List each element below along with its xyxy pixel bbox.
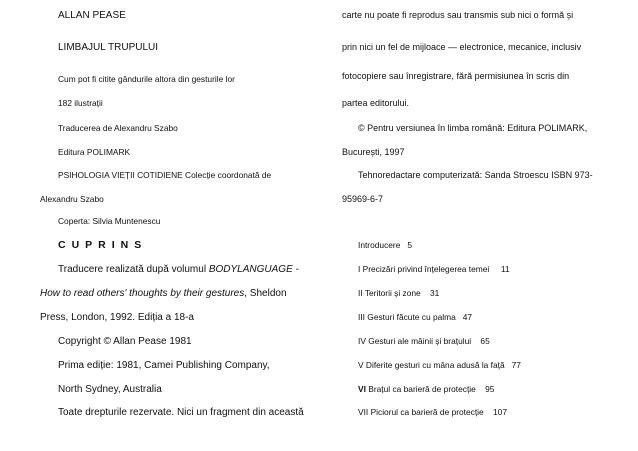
toc-item	[358, 265, 510, 273]
toc-page: 95	[485, 384, 495, 394]
toc-label: III Gesturi făcute cu palma	[358, 312, 456, 322]
translation-source-3: Press, London, 1992. Ediția a 18-a	[40, 312, 194, 323]
toc-item	[358, 408, 507, 416]
book-title: LIMBAJUL TRUPULUI	[58, 42, 159, 53]
romanian-copyright-year: București, 1997	[342, 147, 405, 157]
cover-credit: Coperta: Silvia Muntenescu	[58, 216, 161, 226]
toc-label: II Teritorii și zone	[358, 288, 421, 298]
first-edition: Prima ediție: 1981, Camei Publishing Company,	[58, 360, 270, 371]
toc-label: Brațul ca barieră de protecție	[365, 384, 476, 394]
romanian-copyright: © Pentru versiunea în limba română: Editura POLIMARK,	[358, 123, 588, 133]
translation-credit: Traducerea de Alexandru Szabo	[58, 123, 178, 133]
illustrations: 182 ilustrații	[58, 98, 103, 108]
publisher-name: , Sheldon	[244, 288, 287, 299]
rights-line-2: carte nu poate fi reprodus sau transmis sub nici o formă și	[342, 10, 574, 20]
toc-page: 77	[511, 360, 521, 370]
toc-label: I Precizări privind înțelegerea temei	[358, 264, 490, 274]
location: North Sydney, Australia	[58, 384, 162, 395]
toc-item	[358, 241, 412, 249]
translation-source-1	[58, 265, 299, 275]
translation-source-2	[40, 289, 287, 299]
rights-line-5: partea editorului.	[342, 98, 410, 108]
series-line-1: PSIHOLOGIA VIEȚII COTIDIENE Colecție coordonată de	[58, 170, 272, 180]
publisher: Editura POLIMARK	[58, 147, 131, 157]
series-line-2: Alexandru Szabo	[40, 194, 104, 204]
toc-page: 5	[407, 240, 413, 250]
toc-label: Introducere	[358, 240, 401, 250]
toc-page: 107	[493, 407, 507, 417]
toc-page: 11	[500, 264, 510, 274]
toc-item	[358, 361, 521, 369]
copyright: Copyright © Allan Pease 1981	[58, 336, 192, 347]
subtitle: Cum pot fi citite gândurile altora din gesturile lor	[58, 74, 235, 84]
toc-item	[358, 289, 439, 297]
toc-label: VII Piciorul ca barieră de protecție	[358, 407, 484, 417]
isbn-rest: 95969-6-7	[342, 194, 384, 204]
rights-line-1: Toate drepturile rezervate. Nici un fragment din această	[58, 407, 304, 418]
toc-page: 47	[462, 312, 473, 322]
translation-source-text: Traducere realizată după volumul	[58, 264, 209, 275]
toc-label: V Diferite gesturi cu mâna adusă la față	[358, 360, 505, 370]
rights-line-4: fotocopiere sau înregistrare, fără permisiunea în scris din	[342, 71, 570, 81]
typesetting-credit: Tehnoredactare computerizată: Sanda Stroescu ISBN 973-	[358, 170, 593, 180]
contents-heading: CUPRINS	[58, 239, 148, 251]
toc-item	[358, 313, 472, 321]
toc-page: 65	[480, 336, 490, 346]
toc-item	[358, 337, 490, 345]
toc-item	[358, 385, 494, 393]
toc-roman-numeral: VI	[358, 384, 366, 394]
original-title-part-1: BODYLANGUAGE -	[208, 264, 299, 275]
author: ALLAN PEASE	[58, 10, 126, 21]
toc-page: 31	[430, 288, 440, 298]
toc-label: IV Gesturi ale mâinii și brațului	[358, 336, 472, 346]
rights-line-3: prin nici un fel de mijloace — electronice, mecanice, inclusiv	[342, 42, 582, 52]
original-title-part-2: How to read others' thoughts by their gestures	[40, 288, 245, 299]
